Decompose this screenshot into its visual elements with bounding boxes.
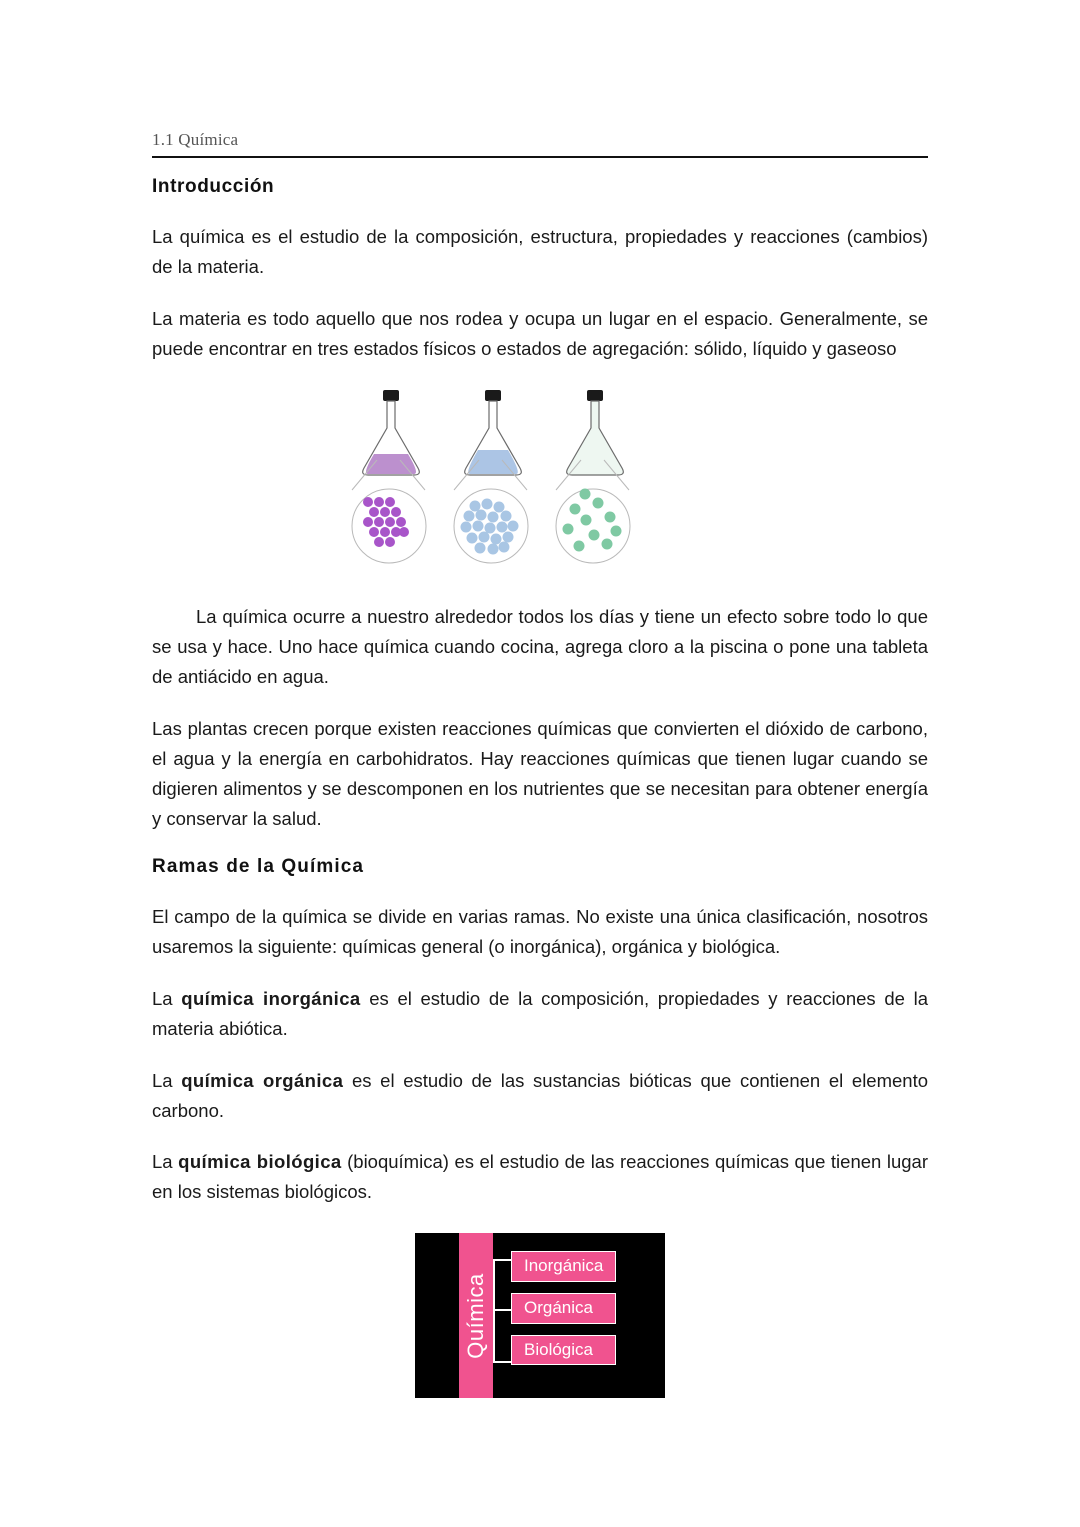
branch-connector-lines: [493, 1259, 513, 1363]
branches-diagram: [415, 1233, 665, 1398]
lead-inorganica: La: [152, 987, 182, 1009]
paragraph-quimica-organica: [152, 1066, 928, 1126]
paragraph-plantas-reacciones: Las plantas crecen porque existen reacciones químicas que convierten el dióxido de carbono, el agua y la energía en carbohidratos. Hay reacciones químicas que tienen lugar cuando se digieren alimentos y se descomponen en los nutrientes que se necesitan para obtener energía y conservar la salud.: [152, 717, 928, 829]
paragraph-quimica-inorganica: [152, 984, 928, 1044]
branch-item-biologica: Biológica: [511, 1335, 616, 1366]
paragraph-definicion-quimica: La química es el estudio de la composición, estructura, propiedades y reacciones (cambios) de la materia.: [152, 226, 928, 277]
flask-gaseoso: [556, 390, 630, 563]
lead-biologica: La: [152, 1151, 179, 1173]
branch-spine: [459, 1233, 493, 1398]
paragraph-quimica-cotidiana: La química ocurre a nuestro alrededor todos los días y tiene un efecto sobre todo lo que se usa y hace. Uno hace química cuando cocina, agrega cloro a la piscina o pone una tableta de antiácido en agua.: [152, 605, 928, 687]
branch-spine-label: Química: [463, 1273, 488, 1359]
term-quimica-biologica: química biológica: [178, 1151, 342, 1173]
branch-item-inorganica: Inorgánica: [511, 1251, 616, 1282]
term-quimica-organica: química orgánica: [181, 1069, 344, 1091]
term-quimica-inorganica: química inorgánica: [181, 987, 361, 1009]
lead-organica: La: [152, 1069, 182, 1091]
heading-ramas-quimica: Ramas de la Química: [152, 855, 365, 877]
flask-solido: [352, 390, 426, 563]
flask-liquido: [454, 390, 528, 563]
heading-introduccion: Introducción: [152, 176, 275, 197]
branch-items: [511, 1251, 616, 1365]
figure-ramas-quimica: [152, 1233, 928, 1398]
rest-biologica: (bioquímica) es el estudio de las reacciones químicas que tienen lugar en los sistemas biológicos.: [152, 1151, 928, 1203]
paragraph-ramas-clasificacion: El campo de la química se divide en varias ramas. No existe una única clasificación, nosotros usaremos la siguiente: químicas general (o inorgánica), orgánica y biológica.: [152, 905, 928, 957]
paragraph-definicion-materia: La materia es todo aquello que nos rodea y ocupa un lugar en el espacio. Generalmente, se puede encontrar en tres estados físicos o estados de agregación: sólido, líquido y gaseoso: [152, 307, 928, 359]
flasks-diagram: [330, 386, 750, 571]
paragraph-quimica-biologica: [152, 1147, 928, 1207]
section-header-label: 1.1 Química: [152, 130, 239, 149]
document-content: [152, 130, 928, 1398]
rest-organica: es el estudio de las sustancias bióticas que contienen el elemento carbono.: [152, 1069, 929, 1121]
branch-item-organica: Orgánica: [511, 1293, 616, 1324]
figure-estados-de-agregacion: [152, 386, 928, 576]
header-divider: [152, 156, 928, 158]
rest-inorganica: es el estudio de la composición, propiedades y reacciones de la materia abiótica.: [152, 987, 928, 1039]
